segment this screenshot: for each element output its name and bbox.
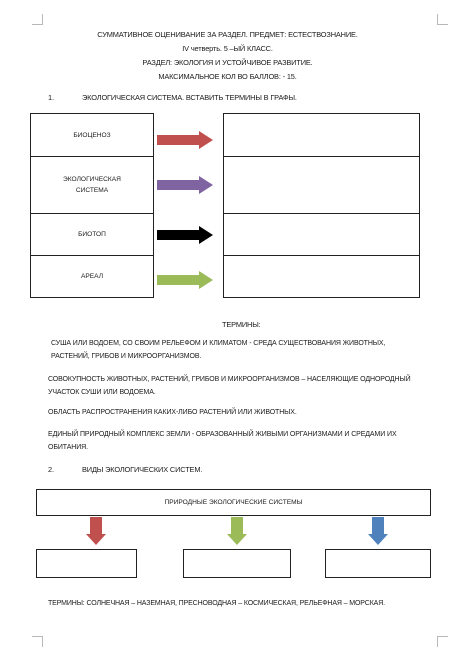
answer-box-3[interactable] [223, 213, 420, 256]
right-arrow-black-icon [157, 226, 213, 244]
answer-box-1[interactable] [223, 113, 420, 157]
corner-mark-top-left [32, 14, 43, 25]
natural-ecosystems-box [36, 489, 431, 516]
corner-mark-bottom-left [32, 636, 43, 647]
down-arrow-green-icon [227, 517, 247, 545]
term-box-biotope [30, 213, 154, 256]
term-label-areal: АРЕАЛ [80, 273, 104, 280]
term-box-areal [30, 255, 154, 298]
corner-mark-top-right [437, 14, 448, 25]
answer-box-2[interactable] [223, 156, 420, 214]
task1-title: ЭКОЛОГИЧЕСКАЯ СИСТЕМА. ВСТАВИТЬ ТЕРМИНЫ В ГРАФЫ. [82, 93, 297, 102]
right-arrow-green-icon [157, 271, 213, 289]
term-label-biocenosis: БИОЦЕНОЗ [73, 131, 111, 139]
right-arrow-red-shape [157, 131, 213, 149]
down-arrow-red-shape [86, 517, 106, 545]
term-definition-1: СУША ИЛИ ВОДОЕМ, СО СВОИМ РЕЛЬЕФОМ И КЛИМАТОМ - СРЕДА СУЩЕСТВОВАНИЯ ЖИВОТНЫХ, РАСТЕНИЙ, ГРИБОВ И МИКРООРГАНИЗМОВ. [51, 340, 386, 360]
task2-title: ВИДЫ ЭКОЛОГИЧЕСКИХ СИСТЕМ. [82, 465, 203, 474]
down-arrow-red-icon [86, 517, 106, 545]
right-arrow-black-shape [157, 226, 213, 244]
task2-number: 2. [48, 465, 54, 474]
down-arrow-green-shape [227, 517, 247, 545]
header-line-4: МАКСИМАЛЬНОЕ КОЛ ВО БАЛЛОВ: - 15. [158, 72, 297, 81]
right-arrow-purple-icon [157, 176, 213, 194]
term-label-biotope: БИОТОП [78, 231, 106, 238]
task1-number: 1. [48, 93, 54, 102]
term-label-ecosystem: ЭКОЛОГИЧЕСКАЯ СИСТЕМА [63, 176, 121, 194]
header-line-3: РАЗДЕЛ: ЭКОЛОГИЯ И УСТОЙЧИВОЕ РАЗВИТИЕ. [142, 58, 313, 67]
down-arrow-blue-icon [368, 517, 388, 545]
ecosystem-type-answer-3[interactable] [325, 549, 431, 578]
corner-mark-bottom-right [437, 636, 448, 647]
terms-title: ТЕРМИНЫ: [222, 320, 261, 329]
term-box-ecosystem [30, 156, 154, 214]
task2-terms: ТЕРМИНЫ: СОЛНЕЧНАЯ – НАЗЕМНАЯ, ПРЕСНОВОДНАЯ – КОСМИЧЕСКАЯ, РЕЛЬЕФНАЯ – МОРСКАЯ. [48, 600, 385, 607]
header-line-2: IV четверть. 5 –ЫЙ КЛАСС. [182, 44, 273, 53]
term-definition-3: ОБЛАСТЬ РАСПРОСТРАНЕНИЯ КАКИХ-ЛИБО РАСТЕНИЙ ИЛИ ЖИВОТНЫХ. [48, 409, 297, 416]
natural-ecosystems-label: ПРИРОДНЫЕ ЭКОЛОГИЧЕСКИЕ СИСТЕМЫ [164, 499, 303, 506]
answer-box-4[interactable] [223, 255, 420, 298]
right-arrow-green-shape [157, 271, 213, 289]
header-line-1: СУММАТИВНОЕ ОЦЕНИВАНИЕ ЗА РАЗДЕЛ. ПРЕДМЕТ: ЕСТЕСТВОЗНАНИЕ. [97, 30, 358, 39]
down-arrow-blue-shape [368, 517, 388, 545]
term-box-biocenosis [30, 113, 154, 157]
term-definition-4: ЕДИНЫЙ ПРИРОДНЫЙ КОМПЛЕКС ЗЕМЛИ - ОБРАЗОВАННЫЙ ЖИВЫМИ ОРГАНИЗМАМИ И СРЕДАМИ ИХ ОБИТАНИЯ. [48, 431, 397, 451]
right-arrow-purple-shape [157, 176, 213, 194]
right-arrow-red-icon [157, 131, 213, 149]
ecosystem-type-answer-1[interactable] [36, 549, 137, 578]
term-definition-2: СОВОКУПНОСТЬ ЖИВОТНЫХ, РАСТЕНИЙ, ГРИБОВ И МИКРООРГАНИЗМОВ – НАСЕЛЯЮЩИЕ ОДНОРОДНЫЙ УЧАСТОК СУШИ ИЛИ ВОДОЕМА. [48, 376, 411, 396]
ecosystem-type-answer-2[interactable] [183, 549, 291, 578]
